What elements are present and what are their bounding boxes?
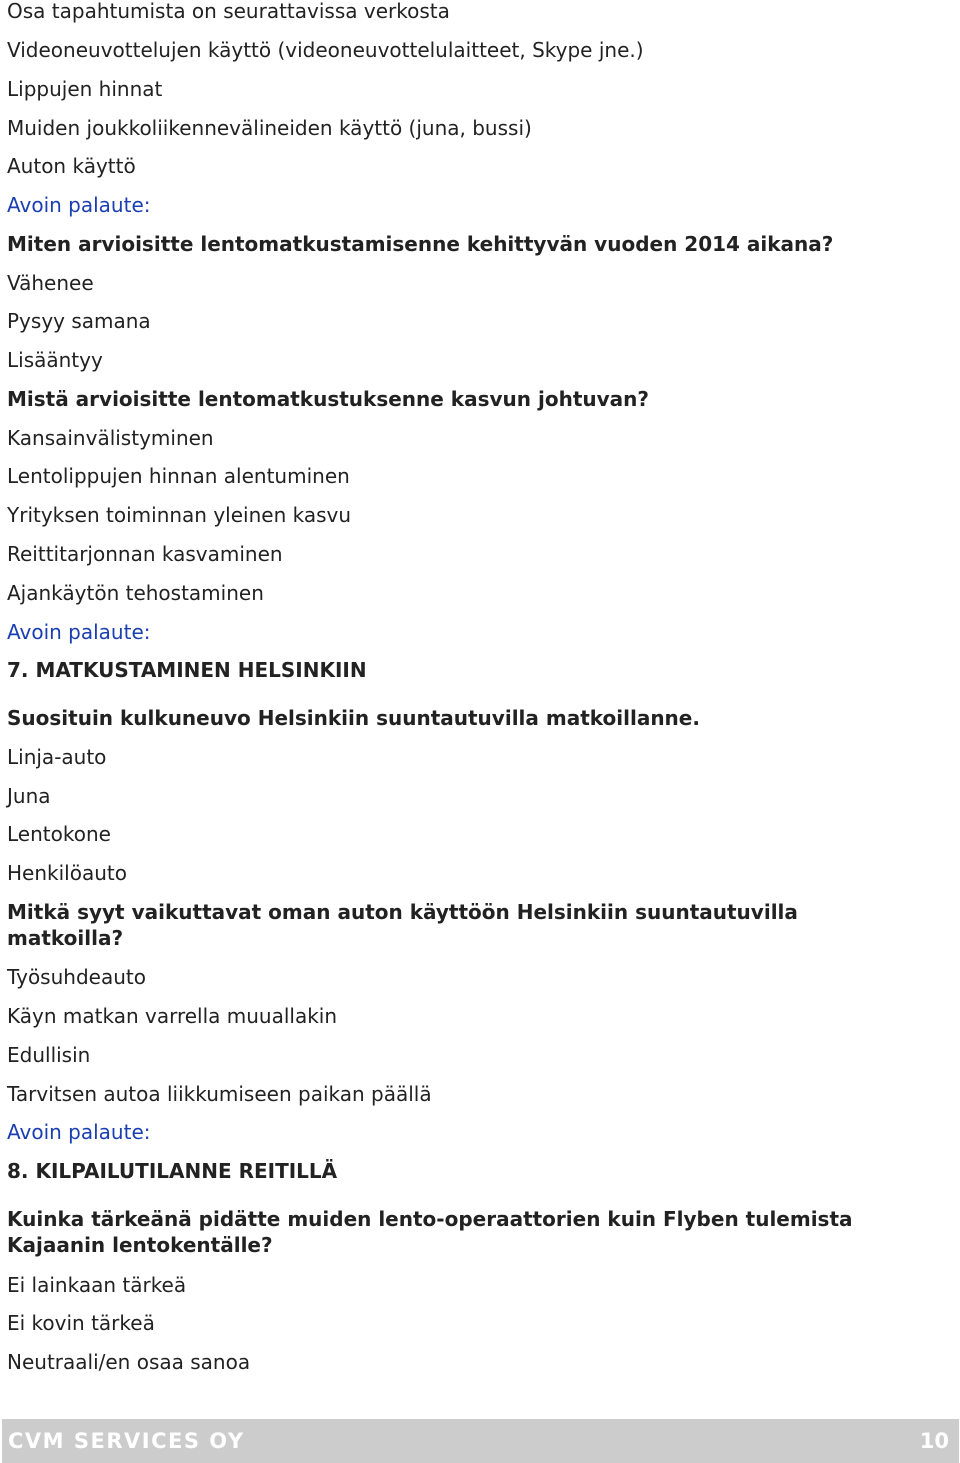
option-car: Henkilöauto [7,861,127,885]
option-stays-same: Pysyy samana [7,309,151,333]
question-other-operators: Kuinka tärkeänä pidätte muiden lento-operaattorien kuin Flyben tulemista Kajaanin lentokentälle? [7,1207,853,1257]
option-need-car-on-site: Tarvitsen autoa liikkumiseen paikan päällä [7,1082,432,1106]
question-popular-vehicle: Suosituin kulkuneuvo Helsinkiin suuntautuvilla matkoillanne. [7,706,700,730]
option-lower-ticket-prices: Lentolippujen hinnan alentuminen [7,464,350,488]
option-increases: Lisääntyy [7,348,103,372]
option-not-very-important: Ei kovin tärkeä [7,1311,155,1335]
footer-page-number: 10 [919,1429,949,1453]
question-growth-reason: Mistä arvioisitte lentomatkustuksenne kasvun johtuvan? [7,387,649,411]
option-not-important: Ei lainkaan tärkeä [7,1273,187,1297]
option-car-use: Auton käyttö [7,154,136,178]
option-event-online: Osa tapahtumista on seurattavissa verkosta [7,0,450,23]
option-video-conference: Videoneuvottelujen käyttö (videoneuvottelulaitteet, Skype jne.) [7,38,644,62]
option-train: Juna [7,784,51,808]
open-feedback-label: Avoin palaute: [7,193,151,217]
section-heading-competition: 8. KILPAILUTILANNE REITILLÄ [7,1159,338,1183]
option-airplane: Lentokone [7,822,111,846]
option-business-growth: Yrityksen toiminnan yleinen kasvu [7,503,352,527]
open-feedback-label: Avoin palaute: [7,1120,151,1144]
option-public-transport: Muiden joukkoliikennevälineiden käyttö (juna, bussi) [7,116,532,140]
option-neutral: Neutraali/en osaa sanoa [7,1350,251,1374]
option-ticket-prices: Lippujen hinnat [7,77,163,101]
option-time-efficiency: Ajankäytön tehostaminen [7,581,264,605]
section-heading-helsinki: 7. MATKUSTAMINEN HELSINKIIN [7,658,367,682]
page-footer [2,1419,959,1463]
open-feedback-label: Avoin palaute: [7,620,151,644]
footer-company-name: CVM SERVICES OY [8,1429,245,1453]
option-cheapest: Edullisin [7,1043,91,1067]
question-car-reasons: Mitkä syyt vaikuttavat oman auton käyttöön Helsinkiin suuntautuvilla matkoilla? [7,900,798,950]
option-decreases: Vähenee [7,271,94,295]
option-internationalization: Kansainvälistyminen [7,426,214,450]
option-company-car: Työsuhdeauto [7,965,146,989]
question-travel-development: Miten arvioisitte lentomatkustamisenne kehittyvän vuoden 2014 aikana? [7,232,834,256]
option-route-growth: Reittitarjonnan kasvaminen [7,542,283,566]
option-other-stops: Käyn matkan varrella muuallakin [7,1004,338,1028]
option-bus: Linja-auto [7,745,107,769]
